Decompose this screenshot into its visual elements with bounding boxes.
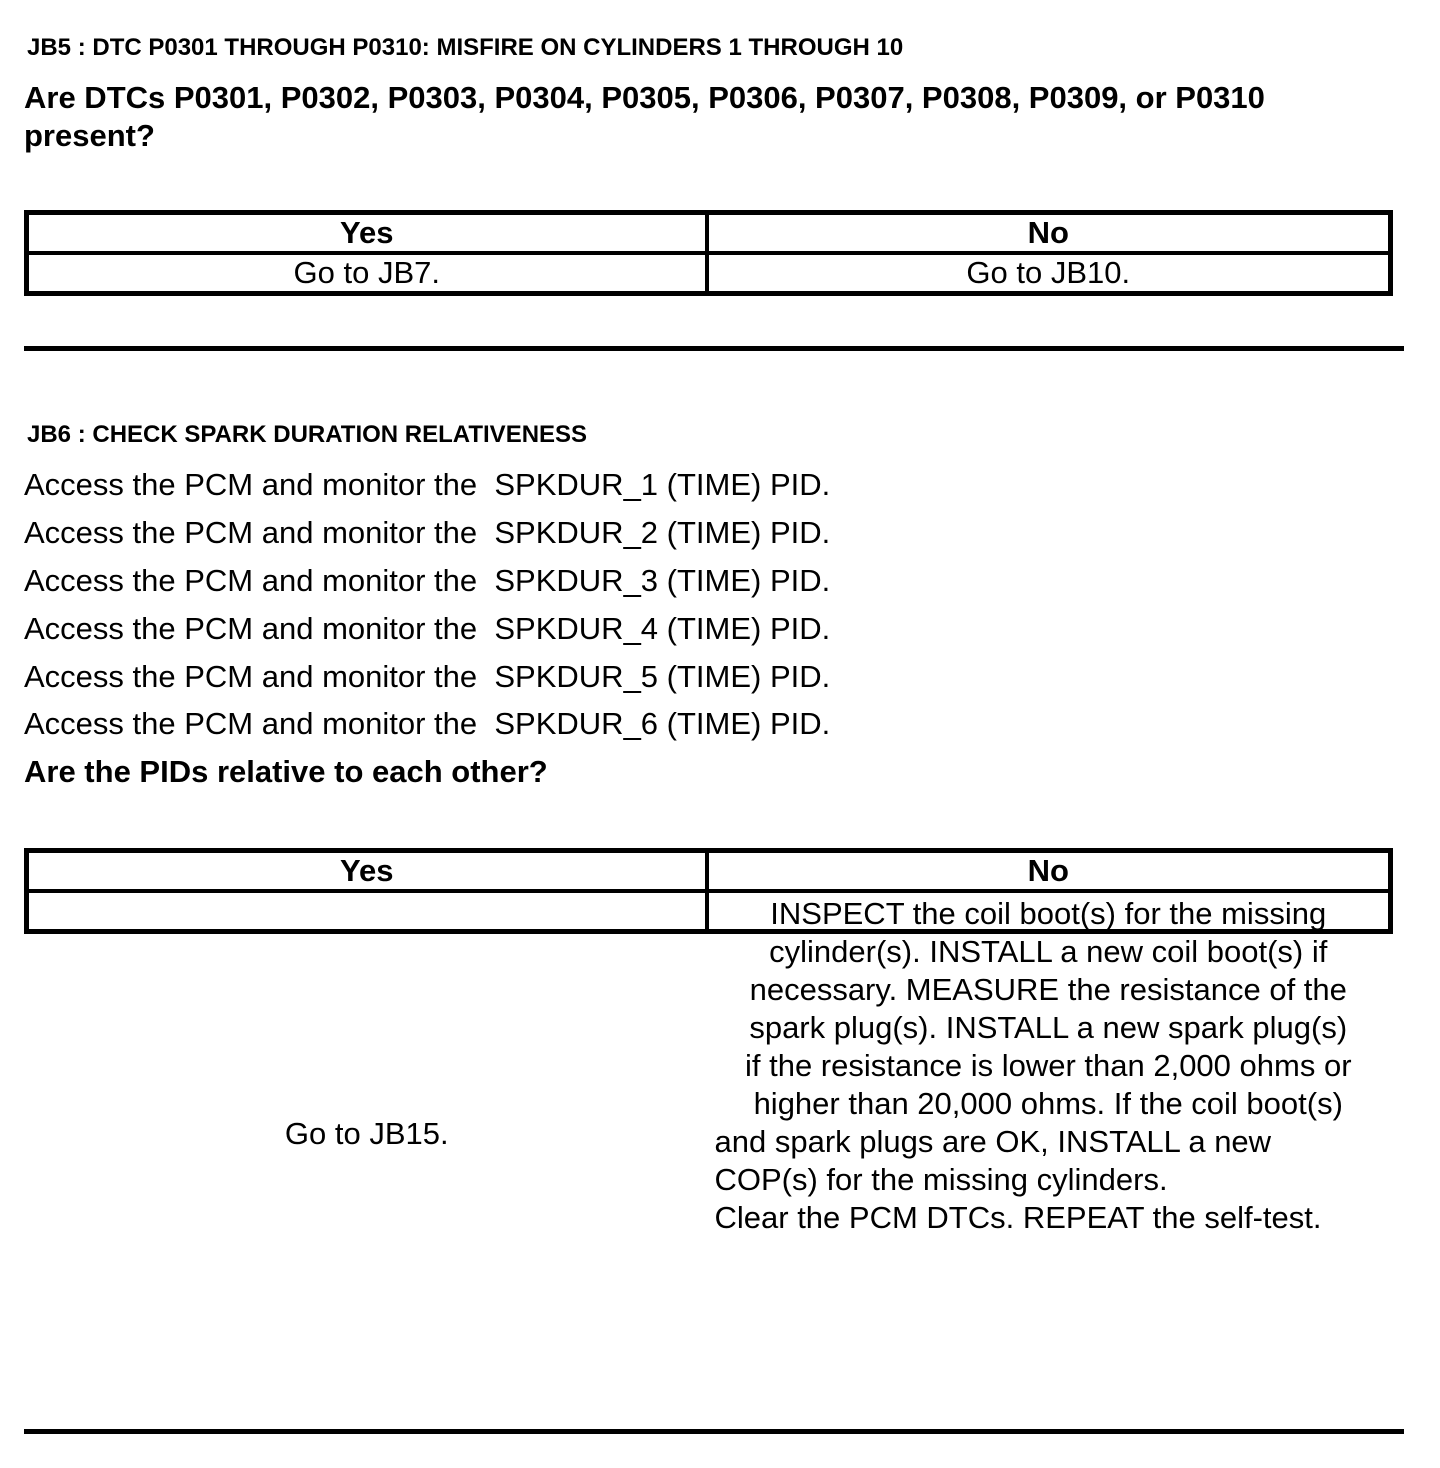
jb5-table-value-row [27,253,1391,294]
jb6-no-header: No [707,851,1391,892]
jb6-step-2: Access the PCM and monitor the SPKDUR_2 (TIME) PID. [24,515,831,550]
jb6-table-value-row [27,891,1391,932]
jb5-question [24,79,1265,155]
jb6-yes-cell [27,891,707,1151]
jb6-step-3: Access the PCM and monitor the SPKDUR_3 (TIME) PID. [24,563,831,598]
jb5-yes-value: Go to JB7. [27,253,707,294]
jb6-no-value [715,895,1383,1237]
jb6-no-line-9: Clear the PCM DTCs. REPEAT the self-test. [714,1200,1322,1235]
jb6-no-cell [707,891,1391,1235]
jb6-answer-table [24,848,1393,1235]
jb6-step-4: Access the PCM and monitor the SPKDUR_4 (TIME) PID. [24,611,831,646]
jb5-question-line2: present? [24,118,155,153]
jb5-answer-table [24,210,1393,296]
jb6-table-header-row [27,851,1391,892]
jb6-step-1: Access the PCM and monitor the SPKDUR_1 (TIME) PID. [24,467,831,502]
jb6-title: JB6 : CHECK SPARK DURATION RELATIVENESS [27,421,588,448]
jb5-yes-header: Yes [27,213,707,254]
jb5-question-line1: Are DTCs P0301, P0302, P0303, P0304, P0305, P0306, P0307, P0308, P0309, or P0310 [24,80,1265,115]
jb6-no-line-8: COP(s) for the missing cylinders. [714,1162,1168,1197]
jb5-title: JB5 : DTC P0301 THROUGH P0310: MISFIRE ON CYLINDERS 1 THROUGH 10 [27,34,904,61]
jb6-no-line-6: higher than 20,000 ohms. If the coil boot(s) [753,1086,1343,1121]
jb5-table-header-row [27,213,1391,254]
jb6-step-5: Access the PCM and monitor the SPKDUR_5 (TIME) PID. [24,659,831,694]
jb5-no-header: No [707,213,1391,254]
jb6-yes-header: Yes [27,851,707,892]
jb6-no-line-1: INSPECT the coil boot(s) for the missing [770,896,1327,931]
jb6-step-6: Access the PCM and monitor the SPKDUR_6 (TIME) PID. [24,706,831,741]
jb6-no-line-5: if the resistance is lower than 2,000 ohms or [744,1048,1352,1083]
jb6-question: Are the PIDs relative to each other? [24,754,548,789]
jb6-no-line-7: and spark plugs are OK, INSTALL a new [714,1124,1272,1159]
section-divider-2 [24,1429,1404,1434]
jb6-no-line-2: cylinder(s). INSTALL a new coil boot(s) if [769,934,1328,969]
jb6-no-line-3: necessary. MEASURE the resistance of the [749,972,1347,1007]
jb5-no-value: Go to JB10. [707,253,1391,294]
jb6-no-line-4: spark plug(s). INSTALL a new spark plug(s) [749,1010,1348,1045]
jb6-yes-value: Go to JB15. [284,1116,449,1151]
section-divider-1 [24,346,1404,351]
